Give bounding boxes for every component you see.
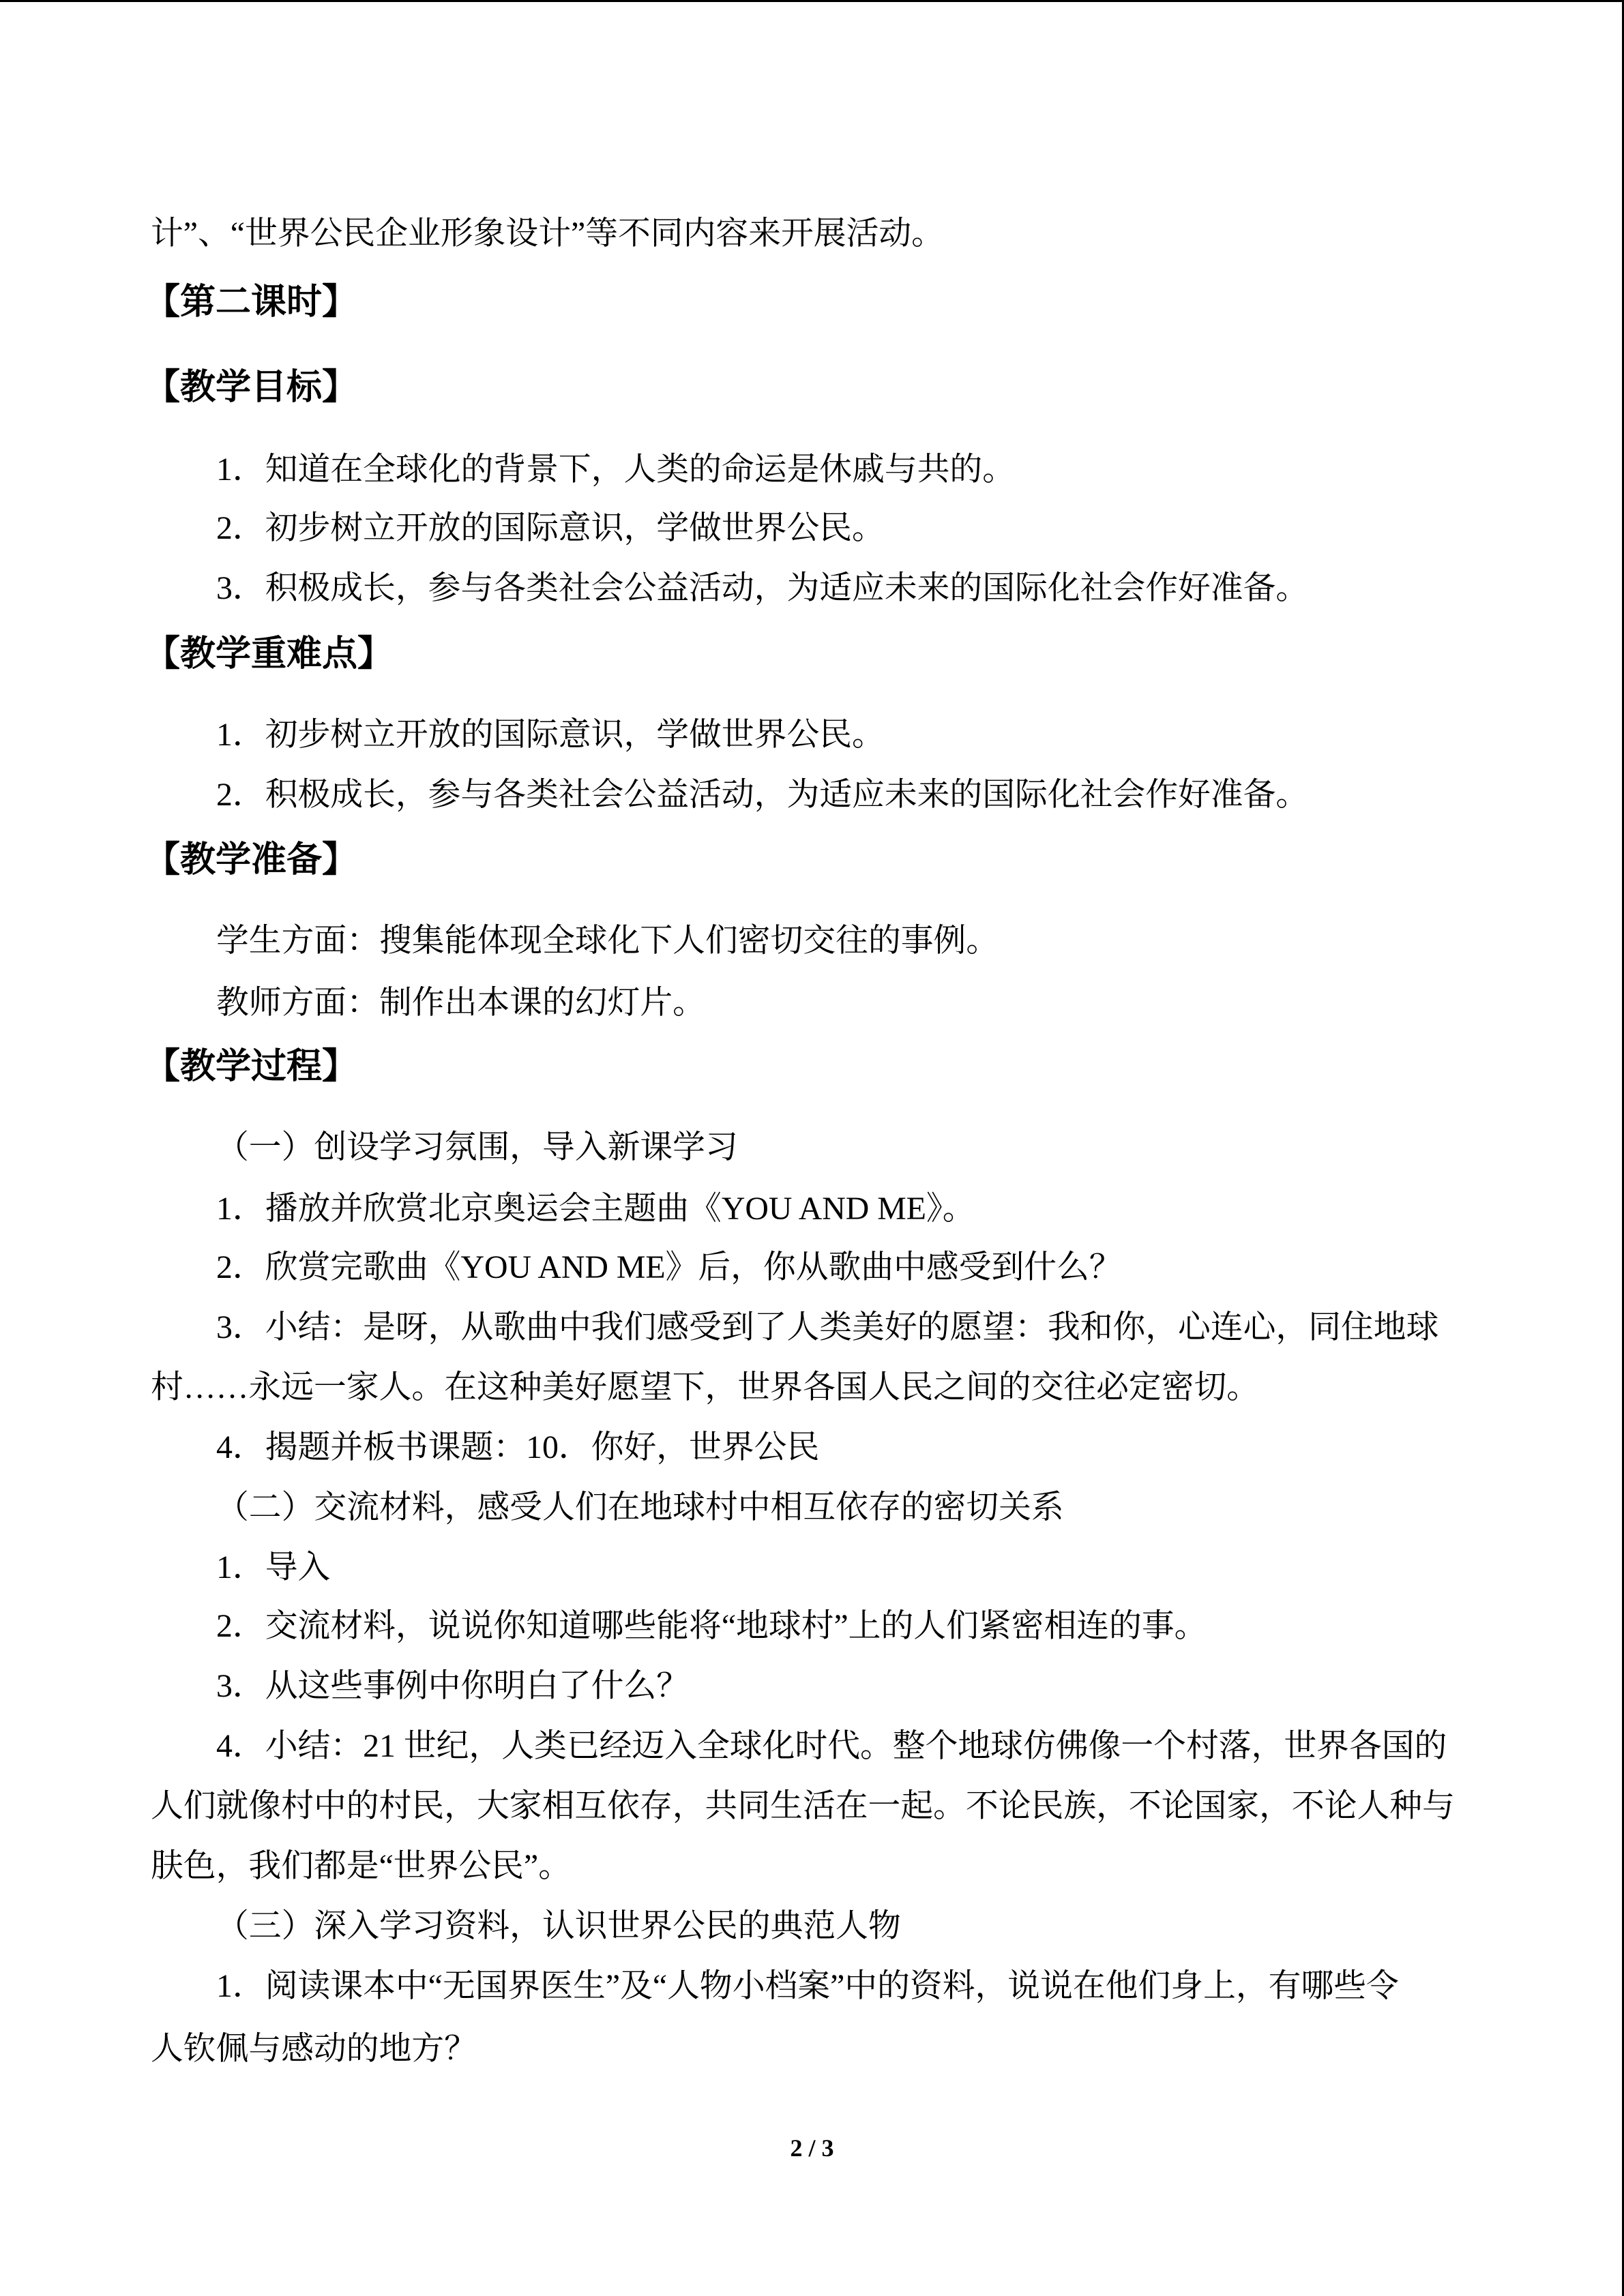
process-step-line: 人钦佩与感动的地方？: [151, 2031, 477, 2067]
preparation-item: 学生方面：搜集能体现全球化下人们密切交往的事例。: [216, 923, 999, 959]
section-heading-process: 【教学过程】: [145, 1047, 358, 1086]
section-heading-key-points: 【教学重难点】: [145, 635, 394, 674]
process-subsection-title: （三）深入学习资料，认识世界公民的典范人物: [216, 1908, 901, 1944]
section-heading-preparation: 【教学准备】: [145, 841, 358, 880]
process-step-line: 村……永远一家人。在这种美好愿望下，世界各国人民之间的交往必定密切。: [151, 1369, 1260, 1405]
key-point-item: 2．积极成长，参与各类社会公益活动，为适应未来的国际化社会作好准备。: [216, 777, 1309, 813]
process-step-line: 2．交流材料，说说你知道哪些能将“地球村”上的人们紧密相连的事。: [216, 1608, 1207, 1644]
process-step-line: 肤色，我们都是“世界公民”。: [151, 1848, 571, 1884]
key-point-item: 1．初步树立开放的国际意识，学做世界公民。: [216, 717, 885, 753]
continuation-text: 计”、“世界公民企业形象设计”等不同内容来开展活动。: [151, 215, 944, 252]
process-step-line: 3．小结：是呀，从歌曲中我们感受到了人类美好的愿望：我和你，心连心，同住地球: [216, 1309, 1439, 1345]
process-step-line: 人们就像村中的村民，大家相互依存，共同生活在一起。不论民族，不论国家，不论人种与: [151, 1788, 1455, 1824]
process-step-line: 2．欣赏完歌曲《YOU AND ME》后，你从歌曲中感受到什么？: [216, 1249, 1122, 1285]
process-step-line: 4．揭题并板书课题：10．你好，世界公民: [216, 1429, 820, 1465]
objective-item: 3．积极成长，参与各类社会公益活动，为适应未来的国际化社会作好准备。: [216, 570, 1309, 606]
process-step-line: 4．小结：21 世纪，人类已经迈入全球化时代。整个地球仿佛像一个村落，世界各国的: [216, 1728, 1447, 1764]
objective-item: 1．知道在全球化的背景下，人类的命运是休戚与共的。: [216, 451, 1016, 488]
page-number: 2 / 3: [790, 2134, 834, 2162]
process-step-line: 3．从这些事例中你明白了什么？: [216, 1668, 690, 1704]
process-step-line: 1．播放并欣赏北京奥运会主题曲《YOU AND ME》。: [216, 1191, 975, 1227]
process-subsection-title: （二）交流材料，感受人们在地球村中相互依存的密切关系: [216, 1489, 1064, 1525]
process-step-line: 1．导入: [216, 1549, 331, 1585]
objective-item: 2．初步树立开放的国际意识，学做世界公民。: [216, 510, 885, 546]
preparation-item: 教师方面：制作出本课的幻灯片。: [216, 985, 705, 1021]
process-subsection-title: （一）创设学习氛围，导入新课学习: [216, 1129, 738, 1165]
process-step-line: 1．阅读课本中“无国界医生”及“人物小档案”中的资料，说说在他们身上，有哪些令: [216, 1968, 1399, 2004]
section-heading-objectives: 【教学目标】: [145, 368, 358, 407]
lesson-heading: 【第二课时】: [145, 283, 358, 322]
page-top-border: [0, 0, 1624, 2]
